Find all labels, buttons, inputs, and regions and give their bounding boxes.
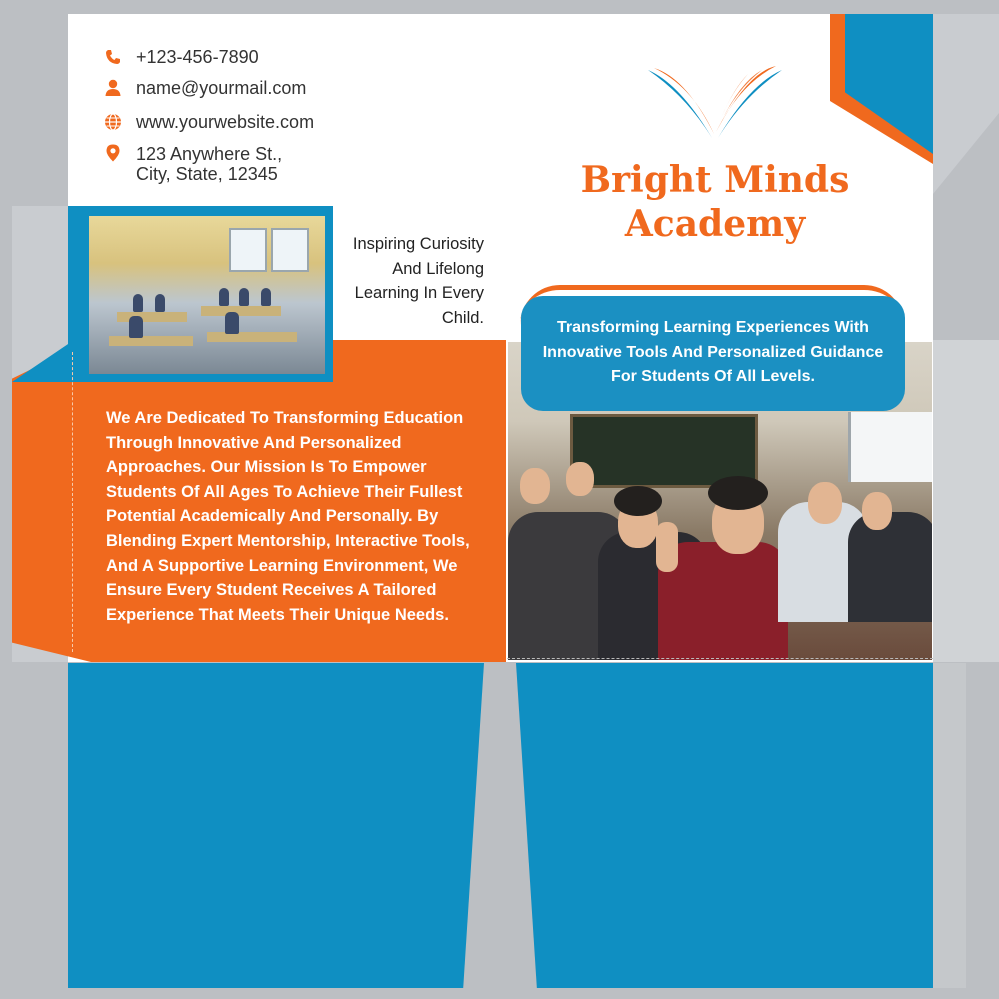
email-text: name@yourmail.com	[136, 78, 307, 98]
website-text: www.yourwebsite.com	[136, 112, 315, 132]
contact-email-row	[104, 77, 306, 99]
phone-icon	[104, 48, 122, 66]
open-book-logo-icon	[640, 64, 790, 144]
bottom-left-pocket	[68, 663, 484, 988]
contact-phone-row	[104, 46, 259, 68]
bottom-right-pocket	[516, 663, 933, 988]
tagline: Inspiring Curiosity And Lifelong Learning In Every Child.	[352, 235, 484, 327]
bottom-fold-line	[507, 658, 933, 659]
phone-text: +123-456-7890	[136, 47, 259, 67]
contact-address-row	[104, 144, 282, 188]
globe-icon	[104, 113, 122, 131]
right-side-flap	[925, 340, 999, 662]
fold-line	[72, 352, 73, 652]
highlight-text: Transforming Learning Experiences With Innovative Tools And Personalized Guidance For Students Of All Levels.	[542, 319, 884, 385]
brand-name-line2: Academy	[624, 203, 806, 245]
mission-statement: We Are Dedicated To Transforming Education Through Innovative And Personalized Approaches. Our Mission Is To Empower Students Of All Ages To Achieve Their Fullest Potential Academically And Personally. By Blending Expert Mentorship, Interactive Tools, And A Supportive Learning Environment, We Ensure Every Student Receives A Tailored Experience That Meets Their Unique Needs.	[106, 409, 470, 624]
bottom-shade	[933, 663, 966, 988]
location-pin-icon	[104, 144, 122, 162]
person-icon	[104, 79, 122, 97]
classroom-photo	[89, 216, 325, 374]
address-text: 123 Anywhere St., City, State, 12345	[136, 144, 283, 184]
corner-shade	[933, 14, 999, 194]
contact-website-row	[104, 111, 314, 133]
brand-name-line1: Bright Minds	[580, 159, 850, 201]
brand-name	[560, 158, 870, 246]
